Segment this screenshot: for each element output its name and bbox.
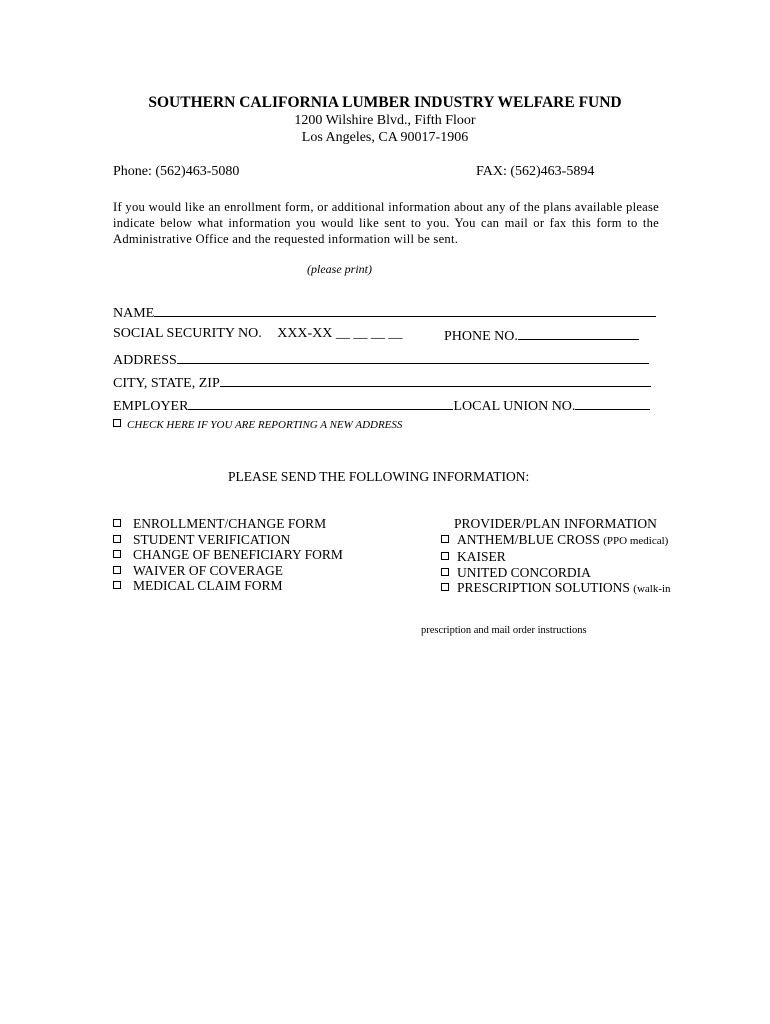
- enrollment-change-checkbox[interactable]: [113, 519, 121, 527]
- option-label: PRESCRIPTION SOLUTIONS: [457, 580, 630, 595]
- fund-title: SOUTHERN CALIFORNIA LUMBER INDUSTRY WELFARE FUND: [148, 94, 622, 111]
- option-label: WAIVER OF COVERAGE: [133, 562, 283, 578]
- left-options-list: [113, 516, 343, 594]
- option-medical-claim-form: [113, 578, 343, 594]
- waiver-coverage-checkbox[interactable]: [113, 566, 121, 574]
- option-prescription-solutions: [441, 580, 671, 598]
- city-state-zip-field[interactable]: [220, 373, 651, 387]
- medical-claim-checkbox[interactable]: [113, 581, 121, 589]
- provider-heading: PROVIDER/PLAN INFORMATION: [454, 516, 657, 531]
- option-kaiser: [441, 549, 671, 565]
- option-label: CHANGE OF BENEFICIARY FORM: [133, 547, 343, 562]
- ssn-label: SOCIAL SECURITY NO.: [113, 326, 262, 341]
- option-waiver-of-coverage: [113, 563, 343, 579]
- phone-number: Phone: (562)463-5080: [113, 164, 240, 179]
- city-row: [113, 373, 651, 392]
- option-label: ENROLLMENT/CHANGE FORM: [133, 516, 327, 531]
- anthem-checkbox[interactable]: [441, 535, 449, 543]
- right-options-list: [441, 532, 671, 598]
- address-field[interactable]: [177, 350, 649, 364]
- kaiser-checkbox[interactable]: [441, 552, 449, 560]
- option-label: STUDENT VERIFICATION: [133, 531, 291, 547]
- option-label: KAISER: [457, 549, 506, 564]
- employer-field[interactable]: [188, 396, 453, 410]
- option-note: (walk-in: [633, 583, 671, 595]
- prescription-footnote: prescription and mail order instructions: [421, 625, 587, 636]
- address-line-1: 1200 Wilshire Blvd., Fifth Floor: [294, 113, 476, 128]
- option-label: ANTHEM/BLUE CROSS: [457, 531, 600, 547]
- option-label: MEDICAL CLAIM FORM: [133, 578, 283, 593]
- prescription-solutions-checkbox[interactable]: [441, 583, 449, 591]
- name-label: NAME: [113, 306, 155, 321]
- ssn-row: [113, 326, 402, 342]
- option-united-concordia: [441, 565, 671, 581]
- name-row: [113, 303, 656, 322]
- local-union-label: LOCAL UNION NO.: [453, 399, 576, 414]
- city-state-zip-label: CITY, STATE, ZIP: [113, 376, 220, 391]
- new-address-checkbox[interactable]: [113, 419, 121, 427]
- fax-number: FAX: (562)463-5894: [476, 164, 595, 179]
- employer-label: EMPLOYER: [113, 399, 189, 414]
- student-verification-checkbox[interactable]: [113, 535, 121, 543]
- united-concordia-checkbox[interactable]: [441, 568, 449, 576]
- local-union-field[interactable]: [575, 396, 650, 410]
- intro-paragraph: If you would like an enrollment form, or additional information about any of the plans available please indicate below what information you would like sent to you. You can mail or fax this form to the Administrative Office and the requested information will be sent.: [113, 200, 659, 246]
- phone-field[interactable]: [518, 326, 639, 340]
- option-anthem-blue-cross: [441, 532, 671, 550]
- new-address-label: CHECK HERE IF YOU ARE REPORTING A NEW ADDRESS: [127, 419, 403, 431]
- send-info-heading: PLEASE SEND THE FOLLOWING INFORMATION:: [228, 469, 530, 484]
- change-beneficiary-checkbox[interactable]: [113, 550, 121, 558]
- phone-row: [444, 326, 639, 345]
- employer-row: [113, 396, 650, 415]
- ssn-field[interactable]: XXX-XX __ __ __ __: [277, 326, 403, 341]
- address-label: ADDRESS: [113, 353, 177, 368]
- name-field[interactable]: [154, 303, 656, 317]
- phone-label: PHONE NO.: [444, 329, 518, 344]
- please-print-note: (please print): [307, 262, 372, 276]
- option-label: UNITED CONCORDIA: [457, 564, 591, 580]
- address-row: [113, 350, 649, 369]
- address-line-2: Los Angeles, CA 90017-1906: [301, 130, 469, 145]
- option-student-verification: [113, 532, 343, 548]
- option-note: (PPO medical): [603, 534, 669, 547]
- option-change-of-beneficiary: [113, 547, 343, 563]
- option-enrollment-change-form: [113, 516, 343, 532]
- new-address-row: [113, 419, 402, 431]
